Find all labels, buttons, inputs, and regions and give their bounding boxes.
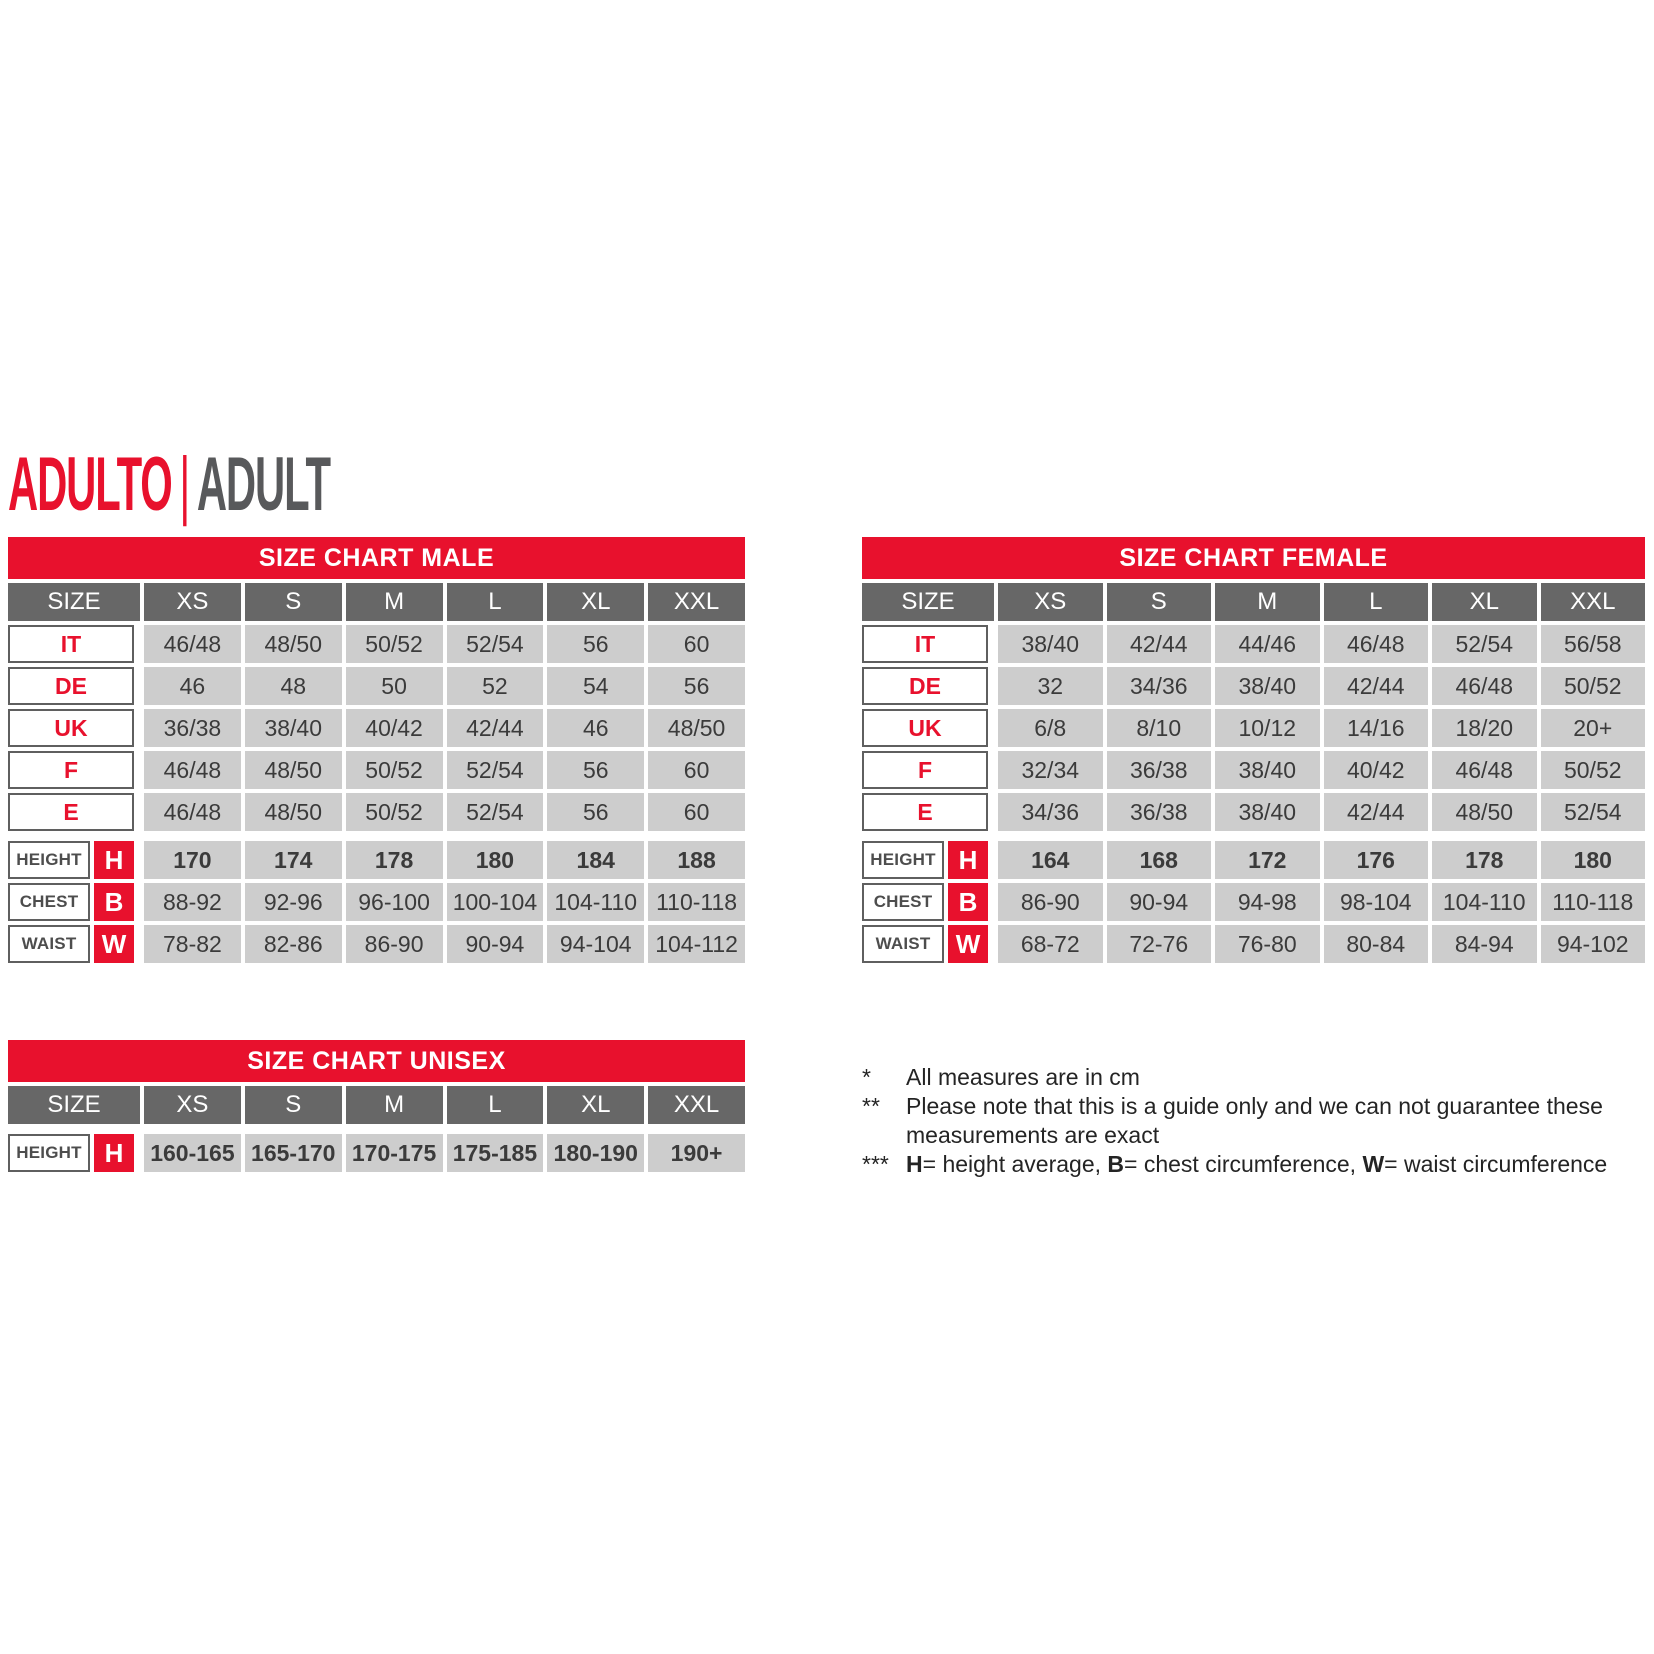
size-chart-male (8, 537, 745, 963)
measure-value-cell: 90-94 (447, 925, 544, 963)
size-value-cell: 48/50 (245, 751, 342, 789)
size-system-label-it: IT (862, 625, 988, 663)
size-value-cell: 48/50 (245, 793, 342, 831)
size-chart-unisex (8, 1040, 745, 1172)
column-header-xxl: XXL (1541, 583, 1646, 621)
measure-letter-h: H (94, 841, 134, 879)
size-value-cell: 48/50 (245, 625, 342, 663)
footnote-segment: = height average, (922, 1151, 1108, 1177)
size-value-cell: 42/44 (1107, 625, 1212, 663)
measure-name-height: HEIGHT (8, 1134, 90, 1172)
measure-name-waist: WAIST (8, 925, 90, 963)
measure-value-cell: 176 (1324, 841, 1429, 879)
measure-letter-w: W (948, 925, 988, 963)
measure-value-cell: 104-110 (1432, 883, 1537, 921)
size-value-cell: 52/54 (1541, 793, 1646, 831)
size-value-cell: 46/48 (144, 751, 241, 789)
measure-label-height (8, 841, 134, 879)
size-value-cell: 36/38 (1107, 751, 1212, 789)
measure-name-height: HEIGHT (862, 841, 944, 879)
footnote-term: B (1107, 1151, 1125, 1177)
column-header-xs: XS (998, 583, 1103, 621)
column-header-size: SIZE (8, 1086, 140, 1124)
page-title-secondary: ADULT (196, 442, 330, 527)
size-system-label-f: F (862, 751, 988, 789)
measure-value-cell: 82-86 (245, 925, 342, 963)
column-header-m: M (1215, 583, 1320, 621)
footnote-segment: All measures are in cm (906, 1064, 1140, 1090)
size-value-cell: 36/38 (1107, 793, 1212, 831)
size-value-cell: 38/40 (1215, 751, 1320, 789)
measure-value-cell: 80-84 (1324, 925, 1429, 963)
measure-value-cell: 94-102 (1541, 925, 1646, 963)
measure-label-waist (862, 925, 988, 963)
size-system-label-e: E (8, 793, 134, 831)
size-value-cell: 38/40 (1215, 667, 1320, 705)
size-chart-title-female: SIZE CHART FEMALE (862, 537, 1645, 579)
measure-value-cell: 170 (144, 841, 241, 879)
size-value-cell: 52/54 (447, 625, 544, 663)
measure-value-cell: 98-104 (1324, 883, 1429, 921)
size-value-cell: 56 (547, 793, 644, 831)
size-value-cell: 46/48 (1432, 667, 1537, 705)
size-value-cell: 50/52 (346, 793, 443, 831)
measure-label-chest (862, 883, 988, 921)
column-header-l: L (447, 583, 544, 621)
size-value-cell: 52/54 (1432, 625, 1537, 663)
footnote-marker: ** (862, 1093, 880, 1119)
footnotes (862, 1063, 1634, 1179)
measure-value-cell: 175-185 (447, 1134, 544, 1172)
column-header-xl: XL (1432, 583, 1537, 621)
footnote-text (906, 1092, 1634, 1150)
measure-letter-h: H (94, 1134, 134, 1172)
measure-value-cell: 76-80 (1215, 925, 1320, 963)
size-value-cell: 56 (547, 625, 644, 663)
size-value-cell: 40/42 (1324, 751, 1429, 789)
footnote-segment: = waist circumference (1384, 1151, 1608, 1177)
measure-value-cell: 174 (245, 841, 342, 879)
footnote-term: H (906, 1151, 923, 1177)
size-value-cell: 52 (447, 667, 544, 705)
size-value-cell: 46/48 (1432, 751, 1537, 789)
size-value-cell: 42/44 (447, 709, 544, 747)
column-header-xxl: XXL (648, 583, 745, 621)
column-header-m: M (346, 583, 443, 621)
size-chart-grid-male (8, 583, 745, 963)
size-value-cell: 8/10 (1107, 709, 1212, 747)
footnote (862, 1150, 1634, 1179)
size-value-cell: 42/44 (1324, 793, 1429, 831)
footnote-marker: * (862, 1064, 871, 1090)
size-value-cell: 32/34 (998, 751, 1103, 789)
size-system-label-de: DE (862, 667, 988, 705)
column-header-xs: XS (144, 583, 241, 621)
measure-value-cell: 184 (547, 841, 644, 879)
size-value-cell: 18/20 (1432, 709, 1537, 747)
size-value-cell: 46/48 (1324, 625, 1429, 663)
page-title-text (8, 443, 330, 527)
size-value-cell: 46 (144, 667, 241, 705)
footnote-segment: Please note that this is a guide only and we can not guarantee these measurements are exact (906, 1093, 1603, 1148)
column-header-xl: XL (547, 1086, 644, 1124)
column-header-s: S (245, 1086, 342, 1124)
page-title-primary: ADULTO (8, 442, 172, 527)
column-header-m: M (346, 1086, 443, 1124)
footnote-text (906, 1063, 1634, 1092)
size-value-cell: 50/52 (1541, 667, 1646, 705)
measure-value-cell: 190+ (648, 1134, 745, 1172)
size-value-cell: 48/50 (648, 709, 745, 747)
size-system-label-uk: UK (8, 709, 134, 747)
size-value-cell: 54 (547, 667, 644, 705)
measure-value-cell: 86-90 (998, 883, 1103, 921)
footnote-segment: = chest circumference, (1124, 1151, 1363, 1177)
footnote (862, 1092, 1634, 1150)
size-value-cell: 34/36 (1107, 667, 1212, 705)
size-value-cell: 46/48 (144, 793, 241, 831)
measure-value-cell: 78-82 (144, 925, 241, 963)
size-value-cell: 48 (245, 667, 342, 705)
measure-value-cell: 110-118 (1541, 883, 1646, 921)
row-spacer (8, 835, 745, 837)
measure-value-cell: 180 (447, 841, 544, 879)
size-value-cell: 60 (648, 793, 745, 831)
measure-value-cell: 94-104 (547, 925, 644, 963)
column-header-size: SIZE (862, 583, 994, 621)
column-header-l: L (1324, 583, 1429, 621)
size-chart-title-unisex: SIZE CHART UNISEX (8, 1040, 745, 1082)
size-system-label-e: E (862, 793, 988, 831)
measure-name-height: HEIGHT (8, 841, 90, 879)
measure-label-waist (8, 925, 134, 963)
measure-value-cell: 96-100 (346, 883, 443, 921)
measure-value-cell: 168 (1107, 841, 1212, 879)
size-chart-grid-female (862, 583, 1645, 963)
measure-value-cell: 178 (346, 841, 443, 879)
size-system-label-it: IT (8, 625, 134, 663)
size-value-cell: 50/52 (346, 625, 443, 663)
size-value-cell: 60 (648, 625, 745, 663)
column-header-s: S (1107, 583, 1212, 621)
size-value-cell: 38/40 (245, 709, 342, 747)
column-header-size: SIZE (8, 583, 140, 621)
measure-value-cell: 180-190 (547, 1134, 644, 1172)
measure-value-cell: 92-96 (245, 883, 342, 921)
size-value-cell: 50/52 (346, 751, 443, 789)
size-value-cell: 32 (998, 667, 1103, 705)
size-value-cell: 34/36 (998, 793, 1103, 831)
measure-label-height (862, 841, 988, 879)
measure-value-cell: 165-170 (245, 1134, 342, 1172)
size-value-cell: 56 (547, 751, 644, 789)
size-value-cell: 48/50 (1432, 793, 1537, 831)
size-value-cell: 38/40 (998, 625, 1103, 663)
row-spacer (862, 835, 1645, 837)
measure-value-cell: 104-112 (648, 925, 745, 963)
measure-label-chest (8, 883, 134, 921)
footnote (862, 1063, 1634, 1092)
measure-value-cell: 72-76 (1107, 925, 1212, 963)
size-value-cell: 44/46 (1215, 625, 1320, 663)
measure-letter-w: W (94, 925, 134, 963)
size-value-cell: 14/16 (1324, 709, 1429, 747)
footnote-marker: *** (862, 1151, 889, 1177)
measure-value-cell: 110-118 (648, 883, 745, 921)
column-header-xxl: XXL (648, 1086, 745, 1124)
column-header-xl: XL (547, 583, 644, 621)
column-header-xs: XS (144, 1086, 241, 1124)
measure-value-cell: 188 (648, 841, 745, 879)
footnote-text (906, 1150, 1634, 1179)
size-value-cell: 40/42 (346, 709, 443, 747)
measure-value-cell: 84-94 (1432, 925, 1537, 963)
size-value-cell: 42/44 (1324, 667, 1429, 705)
page-title (8, 443, 593, 527)
size-value-cell: 50/52 (1541, 751, 1646, 789)
size-system-label-uk: UK (862, 709, 988, 747)
measure-letter-h: H (948, 841, 988, 879)
measure-label-height (8, 1134, 134, 1172)
measure-value-cell: 100-104 (447, 883, 544, 921)
size-system-label-f: F (8, 751, 134, 789)
size-value-cell: 46 (547, 709, 644, 747)
measure-value-cell: 86-90 (346, 925, 443, 963)
measure-value-cell: 160-165 (144, 1134, 241, 1172)
measure-value-cell: 94-98 (1215, 883, 1320, 921)
size-value-cell: 56 (648, 667, 745, 705)
size-chart-title-male: SIZE CHART MALE (8, 537, 745, 579)
measure-value-cell: 180 (1541, 841, 1646, 879)
size-chart-grid-unisex (8, 1086, 745, 1172)
measure-value-cell: 104-110 (547, 883, 644, 921)
size-value-cell: 10/12 (1215, 709, 1320, 747)
size-value-cell: 52/54 (447, 793, 544, 831)
measure-letter-b: B (948, 883, 988, 921)
measure-value-cell: 172 (1215, 841, 1320, 879)
measure-value-cell: 178 (1432, 841, 1537, 879)
measure-value-cell: 68-72 (998, 925, 1103, 963)
size-value-cell: 6/8 (998, 709, 1103, 747)
measure-value-cell: 170-175 (346, 1134, 443, 1172)
column-header-s: S (245, 583, 342, 621)
measure-value-cell: 90-94 (1107, 883, 1212, 921)
row-spacer (8, 1128, 745, 1130)
size-value-cell: 50 (346, 667, 443, 705)
title-separator: | (179, 442, 190, 527)
measure-letter-b: B (94, 883, 134, 921)
size-value-cell: 46/48 (144, 625, 241, 663)
size-value-cell: 60 (648, 751, 745, 789)
size-chart-female (862, 537, 1645, 963)
measure-name-waist: WAIST (862, 925, 944, 963)
size-value-cell: 56/58 (1541, 625, 1646, 663)
footnote-term: W (1362, 1151, 1385, 1177)
size-value-cell: 52/54 (447, 751, 544, 789)
column-header-l: L (447, 1086, 544, 1124)
size-value-cell: 38/40 (1215, 793, 1320, 831)
measure-value-cell: 88-92 (144, 883, 241, 921)
measure-name-chest: CHEST (862, 883, 944, 921)
size-system-label-de: DE (8, 667, 134, 705)
measure-value-cell: 164 (998, 841, 1103, 879)
size-value-cell: 36/38 (144, 709, 241, 747)
size-value-cell: 20+ (1541, 709, 1646, 747)
measure-name-chest: CHEST (8, 883, 90, 921)
